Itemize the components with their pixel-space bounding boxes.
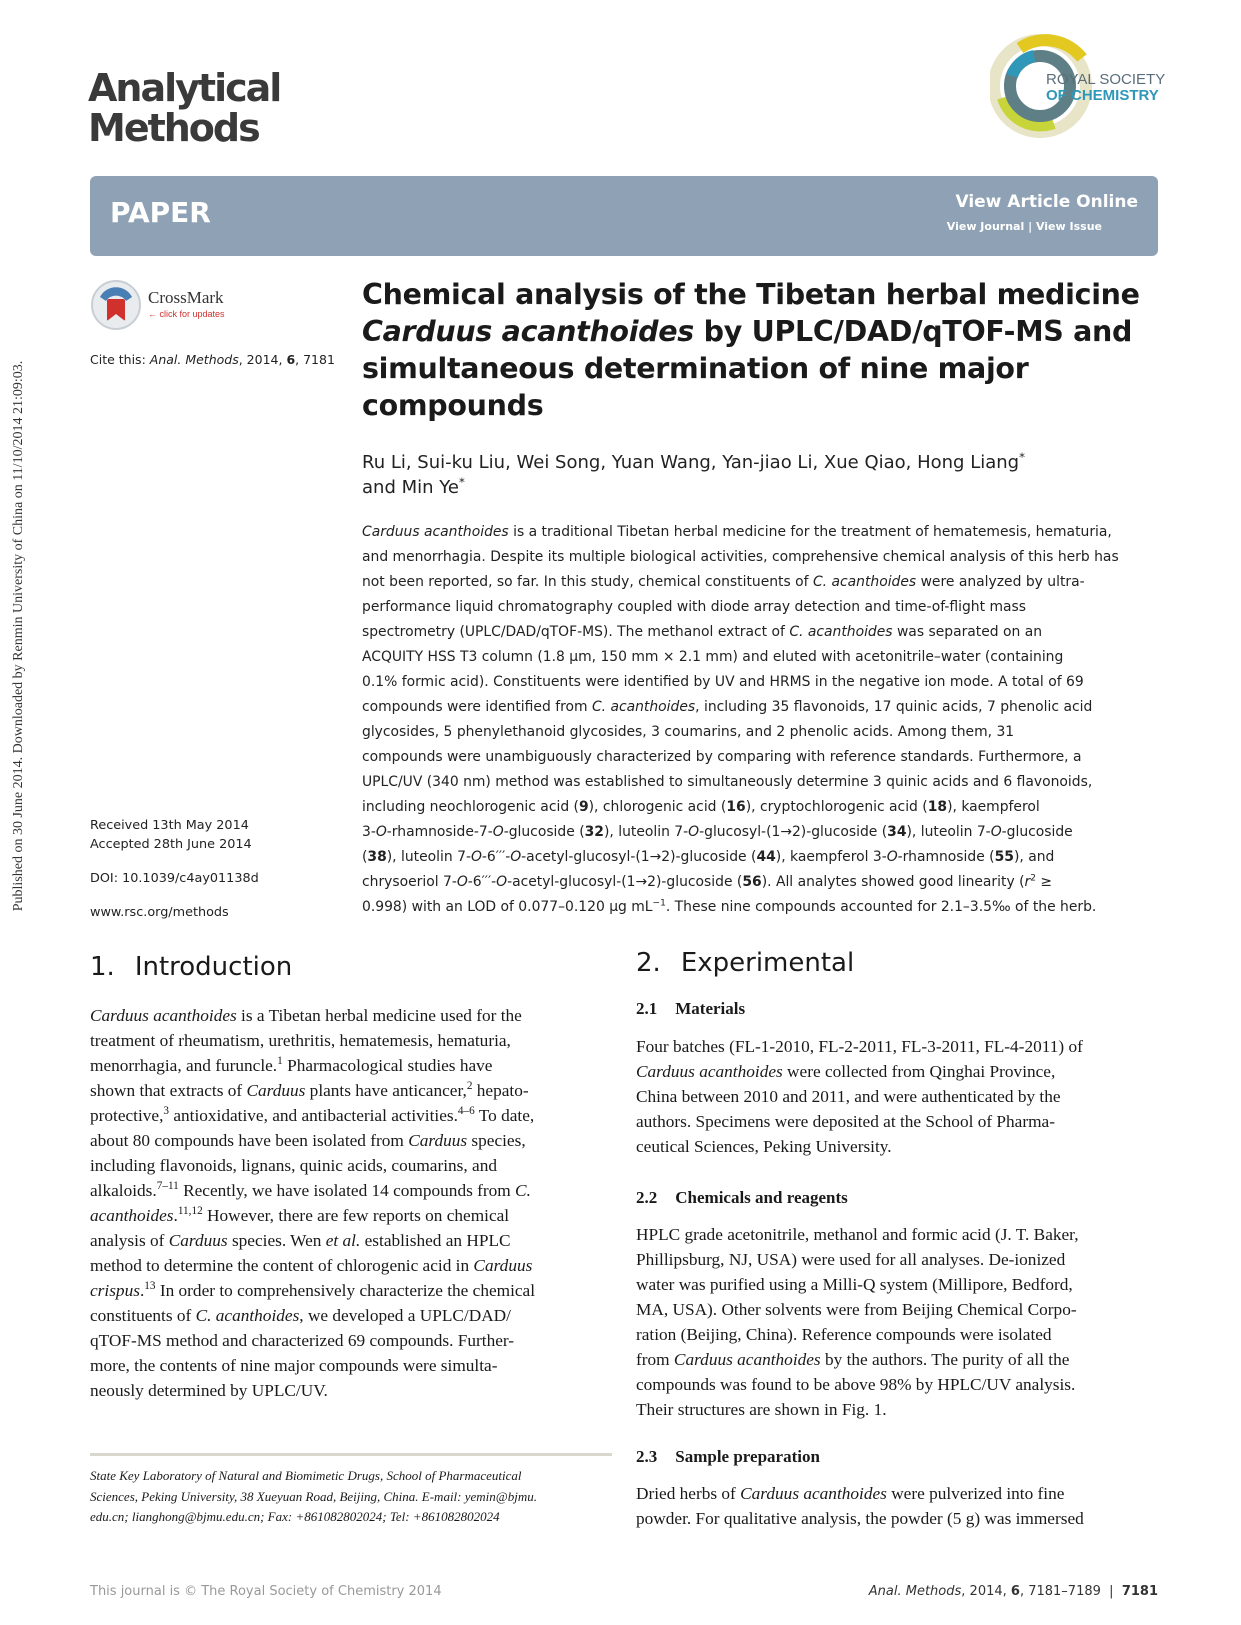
doi[interactable]: DOI: 10.1039/c4ay01138d [90,871,259,886]
experimental-heading: 2. Experimental [636,948,855,978]
intro-line: acanthoides.$^{11,12}$ However, there are few reports on chemical [90,1205,510,1225]
article-banner [90,176,1158,256]
article-type-label: PAPER [110,196,211,229]
received-date: Received 13th May 2014 [90,818,249,833]
rsc-logo[interactable] [990,28,1165,143]
intro-line: menorrhagia, and furuncle.$^1$ Pharmacological studies have [90,1055,493,1075]
author-list: Ru Li, Sui-ku Liu, Wei Song, Yuan Wang, Yan-jiao Li, Xue Qiao, Hong Liang* and Min Ye* [362,450,1025,498]
abstract-line: 0.998) with an LOD of 0.077–0.120 μg $mL^{-1}$. These nine compounds accounted for 2.1–3.5‰ of the herb. [362,898,1097,915]
materials-subheading: 2.1 Materials [636,999,746,1018]
intro-line: alkaloids.$^{7-11}$ Recently, we have isolated 14 compounds from C. [90,1180,531,1200]
materials-body: Four batches (FL-1-2010, FL-2-2011, FL-3-2011, FL-4-2011) of Carduus acanthoides were collected from Qinghai Province, China between 2010 and 2011, and were authenticated by the authors. Specimens were deposited at the School of Pharma- ceutical Sciences, Peking University. [636,1037,1083,1156]
abstract-line: spectrometry (UPLC/DAD/qTOF-MS). The methanol extract of C. acanthoides was separated on an [362,624,1043,640]
intro-line: neously determined by UPLC/UV. [90,1381,328,1400]
abstract-line: UPLC/UV (340 nm) method was established to simultaneously determine 3 quinic acids and 6 flavonoids, [362,774,1093,790]
article-meta [90,816,259,922]
abstract-line: including neochlorogenic acid (9), chlorogenic acid (16), cryptochlorogenic acid (18), kaempferol [362,799,1040,815]
intro-heading: 1. Introduction [90,952,293,982]
intro-line: treatment of rheumatism, urethritis, hematemesis, hematuria, [90,1031,511,1050]
footnote-divider [90,1453,612,1456]
intro-line: Carduus acanthoides is a Tibetan herbal medicine used for the [90,1006,522,1025]
page-footer: Anal. Methods, 2014, 6, 7181–7189 | 7181 [868,1584,1158,1599]
page-number: 7181 [1121,1584,1158,1599]
journal-url[interactable]: www.rsc.org/methods [90,905,229,920]
banner-link-separator: | [1028,220,1033,233]
abstract-line: chrysoeriol 7-O-6′′′-O-acetyl-glucosyl-(1→2)-glucoside (56). All analytes showed good linearity ($r^2$ ≥ [362,873,1053,890]
abstract-line: ACQUITY HSS T3 column (1.8 μm, 150 mm × 2.1 mm) and eluted with acetonitrile–water (containing [362,649,1064,665]
intro-line: analysis of Carduus species. Wen et al. established an HPLC [90,1231,511,1250]
abstract-line: performance liquid chromatography coupled with diode array detection and time-of-flight mass [362,599,1026,615]
intro-line: about 80 compounds have been isolated from Carduus species, [90,1131,526,1150]
intro-body [90,1003,612,1403]
journal-name-line1: Analytical [88,66,281,110]
intro-line: more, the contents of nine major compounds were simulta- [90,1356,498,1375]
abstract-line: 0.1% formic acid). Constituents were identified by UV and HRMS in the negative ion mode. A total of 69 [362,674,1084,690]
journal-name[interactable] [88,68,280,148]
sample-subheading: 2.3 Sample preparation [636,1447,820,1466]
intro-line: method to determine the content of chlorogenic acid in Carduus [90,1256,533,1275]
copyright-footer: This journal is © The Royal Society of Chemistry 2014 [90,1584,442,1599]
abstract-line: glycosides, 5 phenylethanoid glycosides, 3 coumarins, and 2 phenolic acids. Among them, 31 [362,724,1015,740]
view-journal-link[interactable]: View Journal [946,220,1025,233]
accepted-date: Accepted 28th June 2014 [90,837,252,852]
abstract [362,520,1158,920]
abstract-line: and menorrhagia. Despite its multiple biological activities, comprehensive chemical analysis of this herb has [362,549,1119,565]
affiliation-footnote: State Key Laboratory of Natural and Biomimetic Drugs, School of Pharmaceutical Sciences, Peking University, 38 Xueyuan Road, Beijing, China. E-mail: yemin@bjmu. edu.cn; lianghong@bjmu.edu.cn; Fax: +861082802024; Tel: +861082802024 [90,1468,537,1524]
rsc-logo-line2: OF CHEMISTRY [1046,87,1159,104]
crossmark-label: CrossMark [148,288,224,307]
abstract-line: 3-O-rhamnoside-7-O-glucoside (32), luteolin 7-O-glucosyl-(1→2)-glucoside (34), luteolin 7-O-glucoside [362,824,1073,840]
abstract-line: (38), luteolin 7-O-6′′′-O-acetyl-glucosyl-(1→2)-glucoside (44), kaempferol 3-O-rhamnoside (55), and [362,849,1055,865]
view-article-online-link[interactable]: View Article Online [955,192,1138,212]
banner-sub-links [947,220,1102,233]
crossmark-badge[interactable] [90,279,240,331]
sample-body: Dried herbs of Carduus acanthoides were pulverized into fine powder. For qualitative analysis, the powder (5 g) was immersed [636,1484,1084,1528]
crossmark-sub: ← click for updates [148,309,225,319]
chemicals-body: HPLC grade acetonitrile, methanol and formic acid (J. T. Baker, Phillipsburg, NJ, USA) were used for all analyses. De-ionized water was purified using a Milli-Q system (Millipore, Bedford, MA, USA). Other solvents were from Beijing Chemical Corpo- ration (Beijing, China). Reference compounds were isolated from Carduus acanthoides by the authors. The purity of all the compounds was found to be above 98% by HPLC/UV analysis. Their structures are shown in Fig. 1. [636,1225,1079,1419]
view-issue-link[interactable]: View Issue [1035,220,1102,233]
abstract-line: Carduus acanthoides is a traditional Tibetan herbal medicine for the treatment of hematemesis, hematuria, [362,524,1112,540]
intro-line: constituents of C. acanthoides, we developed a UPLC/DAD/ [90,1306,511,1325]
intro-line: protective,$^3$ antioxidative, and antibacterial activities.$^{4-6}$ To date, [90,1105,535,1125]
intro-line: qTOF-MS method and characterized 69 compounds. Further- [90,1331,515,1350]
journal-name-line2: Methods [88,106,259,150]
abstract-line: not been reported, so far. In this study, chemical constituents of C. acanthoides were analyzed by ultra- [362,574,1085,590]
rsc-logo-line1: ROYAL SOCIETY [1046,71,1165,88]
intro-line: crispus.$^{13}$ In order to comprehensively characterize the chemical [90,1280,536,1300]
intro-line: shown that extracts of Carduus plants have anticancer,$^2$ hepato- [90,1080,529,1100]
chemicals-subheading: 2.2 Chemicals and reagents [636,1188,848,1207]
download-note: Published on 30 June 2014. Downloaded by Renmin University of China on 11/10/2014 21:09:03. [11,360,26,912]
abstract-line: compounds were identified from C. acanthoides, including 35 flavonoids, 17 quinic acids, 7 phenolic acid [362,699,1093,715]
intro-line: including flavonoids, lignans, quinic acids, coumarins, and [90,1156,497,1175]
abstract-line: compounds were unambiguously characterized by comparing with reference standards. Furthermore, a [362,749,1082,765]
article-title: Chemical analysis of the Tibetan herbal medicine Carduus acanthoides by UPLC/DAD/qTOF-MS and simultaneous determination of nine major compounds [362,278,1140,422]
citation: Cite this: Anal. Methods, 2014, 6, 7181 [90,352,335,367]
